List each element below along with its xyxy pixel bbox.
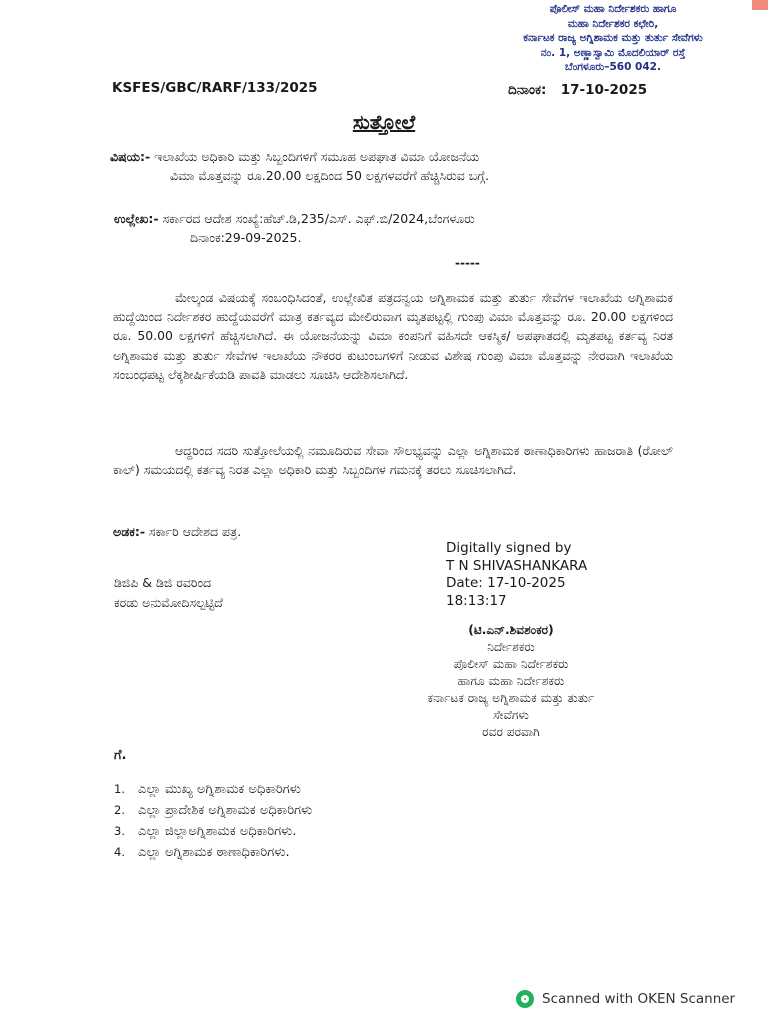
list-number: 4. — [114, 845, 125, 859]
subject-line-2: ವಿಮಾ ಮೊತ್ತವನ್ನು ರೂ.20.00 ಲಕ್ಷದಿಂದ 50 ಲಕ್ಷಗಳವರೆಗೆ ಹೆಚ್ಚಿಸಿರುವ ಬಗ್ಗೆ. — [170, 168, 490, 183]
dsig-time: 18:13:17 — [446, 592, 507, 609]
signatory-line: ರವರ ಪರವಾಗಿ — [482, 725, 540, 739]
reference-number: KSFES/GBC/RARF/133/2025 — [112, 80, 318, 96]
approval-note — [114, 573, 223, 613]
list-text: ಎಲ್ಲಾ ಪ್ರಾದೇಶಿಕ ಅಗ್ನಿಶಾಮಕ ಅಧಿಕಾರಿಗಳು — [138, 803, 313, 818]
scanner-watermark — [516, 990, 735, 1008]
approval-line-2: ಕರಡು ಅನುಮೋದಿಸಲ್ಪಟ್ಟಿದೆ — [114, 595, 223, 610]
body-paragraph-1: ಮೇಲ್ಕಂಡ ವಿಷಯಕ್ಕೆ ಸಂಬಂಧಿಸಿದಂತೆ, ಉಲ್ಲೇಖಿತ ಪತ್ರದನ್ವಯ ಅಗ್ನಿಶಾಮಕ ಮತ್ತು ತುರ್ತು ಸೇವೆಗಳ ಇಲಾಖೆಯ ಅಗ್ನಿಶಾಮಕ ಹುದ್ದೆಯಿಂದ ನಿರ್ದೇಶಕರ ಹುದ್ದೆಯವರೆಗೆ ಮಾತ್ರ ಕರ್ತವ್ಯದ ಮೇಲಿರುವಾಗ ಮೃತಪಟ್ಟಲ್ಲಿ ಗುಂಪು ವಿಮಾ ಮೊತ್ತವನ್ನು ರೂ. 20.00 ಲಕ್ಷಗಳಿಂದ ರೂ. 50.00 ಲಕ್ಷಗಳಿಗೆ ಹೆಚ್ಚಿಸಲಾಗಿದೆ. ಈ ಯೋಜನೆಯನ್ನು ವಿಮಾ ಕಂಪನಿಗೆ ವಹಿಸದೇ ಆಕಸ್ಮಿಕ/ ಅಪಘಾತದಲ್ಲಿ ಮೃತಪಟ್ಟ ಕರ್ತವ್ಯ ನಿರತ ಅಗ್ನಿಶಾಮಕ ಮತ್ತು ತುರ್ತು ಸೇವೆಗಳ ಇಲಾಖೆಯ ನೌಕರರ ಕುಟುಂಬಗಳಿಗೆ ನೀಡುವ ವಿಶೇಷ ಗುಂಪು ವಿಮಾ ಮೊತ್ತವನ್ನು ನೇರವಾಗಿ ಇಲಾಖೆಯ ಸಂಬಂಧಪಟ್ಟ ಲೆಕ್ಕಶೀರ್ಷಿಕೆಯಡಿ ಪಾವತಿ ಮಾಡಲು ಸೂಚಿಸಿ ಆದೇಶಿಸಲಾಗಿದೆ. — [113, 290, 673, 382]
stamp-line: ಕರ್ನಾಟಕ ರಾಜ್ಯ ಅಗ್ನಿಶಾಮಕ ಮತ್ತು ತುರ್ತು ಸೇವೆಗಳು — [523, 32, 703, 44]
subject-block — [110, 147, 690, 185]
scanner-text: Scanned with OKEN Scanner — [542, 991, 736, 1007]
stamp-line: ಬೆಂಗಳೂರು–560 042. — [565, 61, 661, 73]
list-text: ಎಲ್ಲಾ ಅಗ್ನಿಶಾಮಕ ಠಾಣಾಧಿಕಾರಿಗಳು. — [138, 845, 290, 860]
subject-line-1: ಇಲಾಖೆಯ ಅಧಿಕಾರಿ ಮತ್ತು ಸಿಬ್ಬಂದಿಗಳಿಗೆ ಸಮೂಹ ಅಪಘಾತ ವಿಮಾ ಯೋಜನೆಯ — [154, 149, 480, 164]
signatory-line: ಹಾಗೂ ಮಹಾ ನಿರ್ದೇಶಕರು — [457, 674, 565, 688]
enclosure — [113, 524, 241, 540]
cc-list — [114, 779, 312, 863]
reference-line-2: ದಿನಾಂಕ:29-09-2025. — [190, 230, 302, 245]
corner-tint — [752, 0, 768, 10]
signatory-line: ಸೇವೆಗಳು — [493, 708, 529, 722]
digital-signature — [446, 540, 587, 610]
date-label: ದಿನಾಂಕ: — [508, 82, 547, 98]
stamp-line: ಮಹಾ ನಿರ್ದೇಶಕರ ಕಛೇರಿ, — [567, 17, 659, 30]
enclosure-text: ಸರ್ಕಾರಿ ಆದೇಶದ ಪತ್ರ. — [149, 524, 242, 539]
signatory-line: ಪೊಲೀಸ್ ಮಹಾ ನಿರ್ದೇಶಕರು — [453, 657, 569, 671]
list-text: ಎಲ್ಲಾ ಮುಖ್ಯ ಅಗ್ನಿಶಾಮಕ ಅಧಿಕಾರಿಗಳು — [138, 782, 301, 797]
reference-line-1: ಸರ್ಕಾರದ ಆದೇಶ ಸಂಖ್ಯೆ:ಹೆಚ್.ಡಿ,235/ಎಸ್. ಎಫ್.ಬಿ/2024,ಬೆಂಗಳೂರು — [162, 211, 475, 226]
office-stamp — [478, 2, 748, 75]
signatory-line: ಕರ್ನಾಟಕ ರಾಜ್ಯ ಅಗ್ನಿಶಾಮಕ ಮತ್ತು ತುರ್ತು — [427, 691, 595, 705]
dsig-name: T N SHIVASHANKARA — [446, 557, 588, 574]
list-item — [114, 842, 312, 863]
list-number: 1. — [114, 782, 125, 796]
body-paragraph-2: ಆದ್ದರಿಂದ ಸದರಿ ಸುತ್ತೋಲೆಯಲ್ಲಿ ನಮೂದಿರುವ ಸೇವಾ ಸೌಲಭ್ಯವನ್ನು ಎಲ್ಲಾ ಅಗ್ನಿಶಾಮಕ ಠಾಣಾಧಿಕಾರಿಗಳು ಹಾಜರಾತಿ (ರೋಲ್ ಕಾಲ್) ಸಮಯದಲ್ಲಿ ಕರ್ತವ್ಯ ನಿರತ ಎಲ್ಲಾ ಅಧಿಕಾರಿ ಮತ್ತು ಸಿಬ್ಬಂದಿಗಳ ಗಮನಕ್ಕೆ ತರಲು ಸೂಚಿಸಲಾಗಿದೆ. — [113, 443, 673, 478]
reference-label: ಉಲ್ಲೇಖ:- — [114, 211, 159, 226]
list-number: 3. — [114, 824, 125, 838]
reference-block — [114, 209, 694, 247]
dsig-date: Date: 17-10-2025 — [446, 575, 566, 591]
list-item — [114, 779, 312, 800]
stamp-line: ಪೊಲೀಸ್ ಮಹಾ ನಿರ್ದೇಶಕರು ಹಾಗೂ — [549, 3, 677, 15]
list-number: 2. — [114, 803, 125, 817]
title-text: ಸುತ್ತೋಲೆ — [352, 110, 416, 134]
page-title — [0, 110, 768, 134]
date-value: 17-10-2025 — [560, 82, 648, 98]
list-text: ಎಲ್ಲಾ ಜಿಲ್ಲಾಅಗ್ನಿಶಾಮಕ ಅಧಿಕಾರಿಗಳು. — [138, 824, 297, 839]
enclosure-label: ಅಡಕ:- — [113, 524, 146, 539]
oken-scanner-logo-icon — [516, 990, 534, 1008]
stamp-line: ನಂ. 1, ಅಣ್ಣಾಸ್ವಾಮಿ ಮೊದಲಿಯಾರ್ ರಸ್ತೆ — [540, 46, 686, 59]
dsig-line: Digitally signed by — [446, 540, 572, 556]
separator: ----- — [455, 256, 480, 270]
signatory-name: (ಟಿ.ಎನ್.ಶಿವಶಂಕರ) — [468, 623, 554, 637]
signatory-line: ನಿರ್ದೇಶಕರು — [487, 640, 535, 654]
signatory-block — [380, 622, 642, 741]
cc-label: ಗೆ. — [114, 748, 127, 763]
list-item — [114, 800, 312, 821]
approval-line-1: ಡಿಜಿಪಿ & ಡಿಜಿ ರವರಿಂದ — [114, 575, 212, 590]
list-item — [114, 821, 312, 842]
subject-label: ವಿಷಯ:- — [110, 149, 151, 164]
document-date — [508, 82, 647, 98]
